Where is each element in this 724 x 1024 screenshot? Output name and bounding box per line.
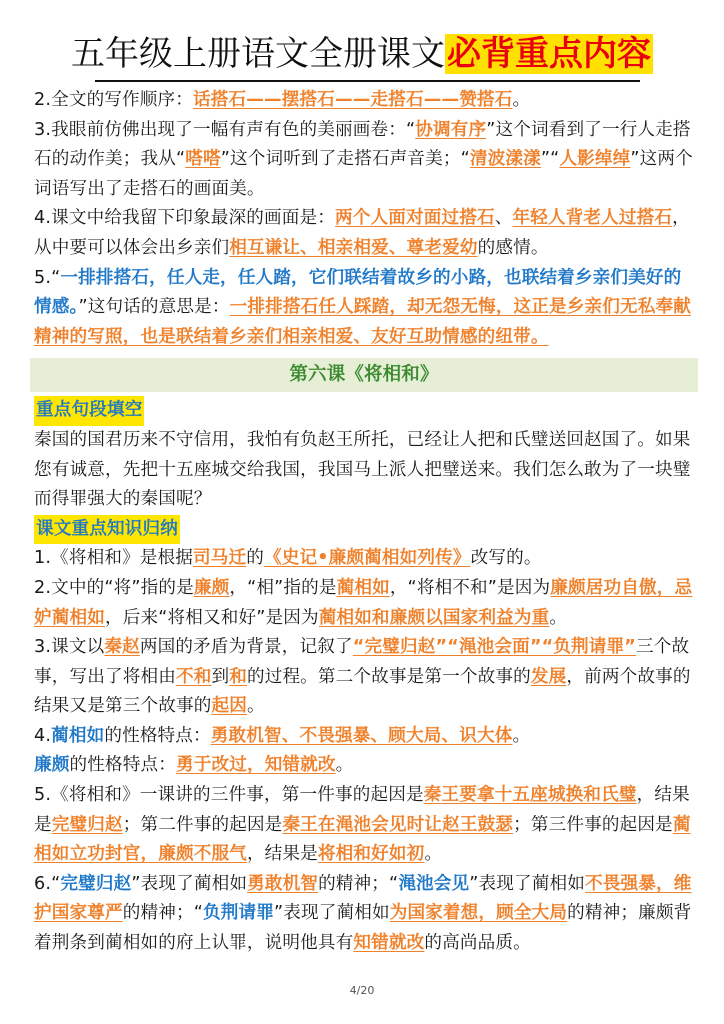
fill-heading-line <box>34 396 694 426</box>
dashi-point-3: 3.我眼前仿佛出现了一幅有声有色的美丽画卷：“协调有序”这个词看到了一行人走搭石的动作美；我从“嗒嗒”这个词听到了走搭石声音美；“清波漾漾”“人影绰绰”这两个词语写出了走搭石的画面美。 <box>34 119 693 199</box>
fill-heading: 重点句段填空 <box>34 396 144 426</box>
lesson-6-title-band: 第六课《将相和》 <box>30 358 698 392</box>
knowledge-point-6: 6.“完璧归赵”表现了蔺相如勇敢机智的精神；“渑池会见”表现了蔺相如不畏强暴，维护国家尊严的精神；“负荆请罪”表现了蔺相如为国家着想，顾全大局的精神；廉颇背着荆条到蔺相如的府上认罪，说明他具有知错就改的高尚品质。 <box>34 873 692 954</box>
page-title <box>0 30 724 78</box>
dashi-point-4: 4.课文中给我留下印象最深的画面是：两个人面对面过搭石、年轻人背老人过搭石，从中要可以体会出乡亲们相互谦让、相亲相爱、尊老爱幼的感情。 <box>34 208 690 258</box>
page-number: 4/20 <box>349 984 375 997</box>
dashi-point-5: 5.“一排排搭石，任人走，任人踏，它们联结着故乡的小路，也联结着乡亲们美好的情感。”这句话的意思是：一排排搭石任人踩踏，却无怨无悔，这正是乡亲们无私奉献精神的写照，也是联结着乡亲们相亲相爱、友好互助情感的纽带。 <box>34 267 691 347</box>
knowledge-point-5: 5.《将相和》一课讲的三件事，第一件事的起因是秦王要拿十五座城换和氏璧，结果是完璧归赵；第二件事的起因是秦王在渑池会见时让赵王鼓瑟；第三件事的起因是蔺相如立功封官，廉颇不服气，结果是将相和好如初。 <box>34 785 691 865</box>
knowledge-heading-line <box>34 515 694 545</box>
knowledge-point-1: 1.《将相和》是根据司马迁的《史记•廉颇蔺相如列传》改写的。 <box>34 548 542 569</box>
fill-paragraph: 秦国的国君历来不守信用，我怕有负赵王所托，已经让人把和氏璧送回赵国了。如果您有诚意，先把十五座城交给我国，我国马上派人把璧送来。我们怎么敢为了一块璧而得罪强大的秦国呢？ <box>34 429 691 510</box>
title-main: 五年级上册语文全册课文 <box>71 34 445 74</box>
document-body <box>34 86 694 959</box>
dashi-point-2: 2.全文的写作顺序：话搭石——摆搭石——走搭石——赞搭石。 <box>34 90 531 110</box>
title-highlight: 必背重点内容 <box>447 34 651 74</box>
knowledge-point-2: 2.文中的“将”指的是廉颇，“相”指的是蔺相如，“将相不和”是因为廉颇居功自傲，忌妒蔺相如，后来“将相又和好”是因为蔺相如和廉颇以国家利益为重。 <box>34 577 693 628</box>
knowledge-point-4b: 廉颇的性格特点：勇于改过，知错就改。 <box>34 755 354 776</box>
knowledge-point-4: 4.蔺相如的性格特点：勇敢机智、不畏强暴、顾大局、识大体。 <box>34 725 531 746</box>
knowledge-heading: 课文重点知识归纳 <box>34 515 180 545</box>
knowledge-point-3: 3.课文以秦赵两国的矛盾为背景，记叙了“完璧归赵”“渑池会面”“负荆请罪”三个故事，写出了将相由不和到和的过程。第二个故事是第一个故事的发展，前两个故事的结果又是第三个故事的起因。 <box>34 637 691 717</box>
title-underline <box>95 80 640 82</box>
